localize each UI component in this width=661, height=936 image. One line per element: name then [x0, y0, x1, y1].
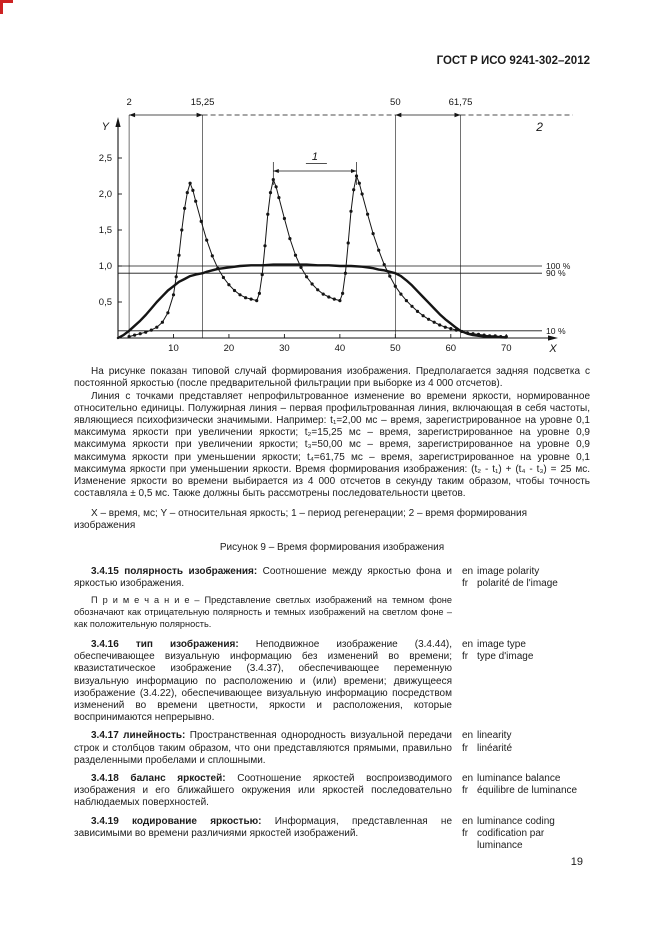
svg-text:2,0: 2,0 [98, 189, 112, 201]
term-fr: linéarité [477, 742, 513, 754]
page-corner-mark [0, 0, 13, 14]
term-entry-3-4-17 [74, 730, 590, 767]
lang-tag-fr: fr [462, 827, 469, 839]
svg-text:1,0: 1,0 [98, 261, 112, 273]
term-lang-fr [462, 578, 590, 590]
figure-legend: X – время, мс; Y – относительная яркость; 1 – период регенерации; 2 – время формирования изображения [74, 508, 528, 532]
term-languages [462, 730, 590, 754]
term-lang-en [462, 773, 590, 785]
lang-tag-en: en [462, 772, 474, 784]
svg-text:10: 10 [168, 343, 179, 355]
term-en: luminance balance [477, 772, 561, 784]
page-content [74, 54, 590, 858]
term-definition-paragraph [74, 773, 452, 810]
term-number-and-name: 3.4.16 тип изображения: [91, 639, 239, 651]
svg-text:40: 40 [334, 343, 346, 355]
term-fr: type d'image [477, 651, 534, 663]
svg-text:100 %: 100 % [546, 261, 571, 272]
lang-tag-fr: fr [462, 785, 469, 797]
term-definition: Соотношение между яркостью фона и яркостью изображения. [74, 565, 453, 590]
svg-text:30: 30 [279, 343, 290, 355]
term-number-and-name: 3.4.15 полярность изображения: [91, 565, 258, 577]
svg-text:1: 1 [311, 151, 318, 164]
term-languages [462, 566, 590, 590]
term-lang-fr [462, 651, 590, 663]
term-number-and-name: 3.4.19 кодирование яркостью: [91, 815, 262, 827]
term-definition-paragraph [74, 639, 452, 724]
lang-tag-fr: fr [462, 651, 469, 663]
page-number: 19 [570, 856, 583, 868]
term-main [74, 639, 452, 724]
svg-text:60: 60 [445, 343, 457, 355]
term-main [74, 816, 452, 840]
svg-text:50: 50 [390, 343, 401, 355]
terms-section [74, 566, 590, 852]
lang-tag-en: en [462, 565, 474, 577]
term-lang-fr [462, 785, 590, 797]
term-note: П р и м е ч а н и е – Представление светлых изображений на темном фоне обозначают как отрицательную полярность и темных изображений на светлом фоне – как положительную полярность. [74, 595, 452, 630]
term-number-and-name: 3.4.17 линейность: [91, 730, 186, 742]
term-definition: Соотношение яркостей воспроизводимого изображения и его ближайшего окружения или яркостей последовательно наблюдаемых поверхностей. [74, 772, 452, 809]
lang-tag-fr: fr [462, 578, 469, 590]
term-en: linearity [477, 730, 512, 742]
figure-caption: Рисунок 9 – Время формирования изображения [219, 541, 445, 553]
svg-text:15,25: 15,25 [190, 97, 215, 109]
svg-text:10 %: 10 % [546, 325, 566, 336]
term-lang-fr [462, 828, 590, 852]
term-en: image polarity [477, 565, 540, 577]
term-lang-en [462, 816, 590, 828]
luminance-time-chart [68, 88, 590, 362]
term-definition-paragraph [74, 566, 452, 590]
document-code: ГОСТ Р ИСО 9241-302–2012 [436, 55, 590, 67]
term-main [74, 566, 452, 633]
lang-tag-en: en [462, 815, 474, 827]
term-lang-en [462, 639, 590, 651]
term-languages [462, 639, 590, 663]
lang-tag-fr: fr [462, 742, 469, 754]
term-main [74, 730, 452, 767]
svg-text:0,5: 0,5 [98, 297, 112, 309]
lang-tag-en: en [462, 730, 474, 742]
svg-text:2,5: 2,5 [98, 153, 112, 165]
svg-text:61,75: 61,75 [448, 97, 473, 109]
term-main [74, 773, 452, 810]
term-number-and-name: 3.4.18 баланс яркостей: [91, 772, 226, 784]
svg-text:2: 2 [536, 120, 543, 135]
term-entry-3-4-18 [74, 773, 590, 810]
term-entry-3-4-19 [74, 816, 590, 853]
lang-tag-en: en [462, 639, 474, 651]
svg-text:90 %: 90 % [546, 268, 566, 279]
term-definition: Информация, представленная не зависимыми во времени различиями яркостей изображений. [74, 815, 453, 839]
svg-text:70: 70 [500, 343, 512, 355]
svg-text:2: 2 [126, 97, 132, 109]
svg-text:Y: Y [101, 121, 109, 134]
figure-description-paragraph-2: Линия с точками представляет непрофильтрованное изменение во времени яркости, нормированное относительно единицы. Полужирная линия – первая профильтрованная линия, включающая в себя частоты, являющиеся психофизически значимыми. Например: t₁=2,00 мс – время, зарегистрированное на уровне 0,1 максимума яркости при увеличении яркости; t₂=15,25 мс – время, зарегистрированное на уровне 0,9 максимума яркости при увеличении яркости; t₃=50,00 мс – время, зарегистрированное на уровне 0,9 максимума яркости при уменьшении яркости; t₄=61,75 мс – время, зарегистрированное на уровне 0,1 максимума яркости при уменьшении яркости. Время формирования изображения: (t₂ - t₁) + (t₄ - t₃) = 25 мс. Изменение яркости во времени выбирается из 4 000 отсчетов в секунду таким образом, чтобы точность составляла ± 0,5 мс. Также должны быть рассмотрены последовательности цветов. [74, 390, 590, 500]
term-fr: équilibre de luminance [477, 785, 578, 797]
term-en: image type [477, 639, 526, 651]
term-fr: codification par luminance [477, 827, 545, 851]
svg-text:X: X [549, 343, 557, 356]
term-entry-3-4-16 [74, 639, 590, 724]
svg-text:1,5: 1,5 [98, 225, 112, 237]
svg-text:50: 50 [390, 97, 401, 109]
term-en: luminance coding [477, 815, 555, 827]
term-languages [462, 816, 590, 853]
term-fr: polarité de l'image [477, 578, 558, 590]
term-lang-fr [462, 743, 590, 755]
term-definition: Пространственная однородность визуальной передачи строк и столбцов таким образом, что они представляются прямыми, правильно разделенными пробелами и сплошными. [74, 730, 452, 766]
term-definition-paragraph [74, 816, 452, 840]
term-languages [462, 773, 590, 797]
term-definition-paragraph [74, 730, 452, 767]
term-entry-3-4-15 [74, 566, 590, 633]
term-lang-en [462, 566, 590, 578]
term-lang-en [462, 730, 590, 742]
figure-9-image-formation-time [68, 88, 590, 362]
svg-text:20: 20 [223, 343, 235, 355]
term-definition: Неподвижное изображение (3.4.44), обеспечивающее визуальную информацию без изменений во времени; квазистатическое изображение (3.4.37), обеспечивающее переменную визуальную информацию по расположению и (или) времени; движущееся изображение (3.4.22), обеспечивающее визуальную информацию посредством изменений во времени цветности, яркости и расположения, которые воспринимаются непрерывно. [74, 639, 453, 724]
figure-description-paragraph-1: На рисунке показан типовой случай формирования изображения. Предполагается задняя подсветка с постоянной яркостью (после предварительной фильтрации при выборке из 4 000 отсчетов). [74, 366, 590, 390]
